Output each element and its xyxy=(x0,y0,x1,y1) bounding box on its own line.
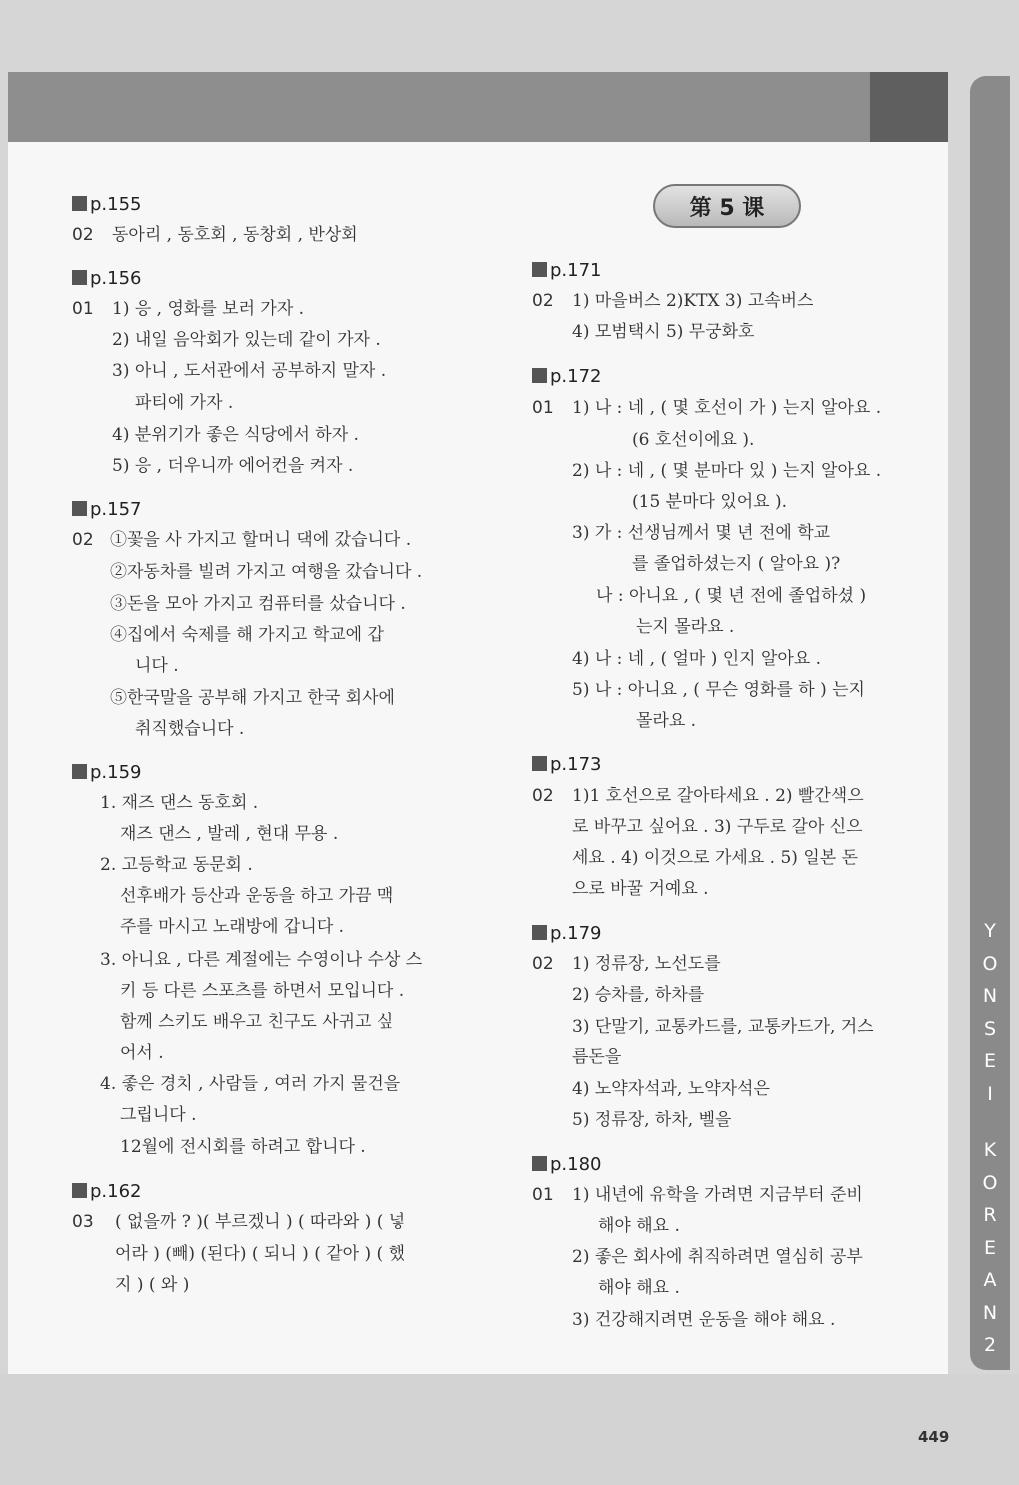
question-number: 02 xyxy=(532,954,554,974)
answer-line: 12월에 전시회를 하려고 합니다 . xyxy=(120,1137,366,1157)
answer-line: 키 등 다른 스포츠를 하면서 모입니다 . xyxy=(120,981,405,1001)
answer-line: 5) 나 : 아니요 , ( 무슨 영화를 하 ) 는지 xyxy=(572,680,865,700)
answer-line: (6 호선이에요 ). xyxy=(632,430,755,450)
lesson-badge: 第 5 课 xyxy=(653,184,801,228)
side-letter: E xyxy=(983,1050,996,1072)
answer-line: 4) 모범택시 5) 무궁화호 xyxy=(572,322,755,342)
answer-line: 1) 응 , 영화를 보러 가자 . xyxy=(112,299,305,319)
answer-line: 4) 나 : 네 , ( 얼마 ) 인지 알아요 . xyxy=(572,649,822,669)
answer-line: ①꽃을 사 가지고 할머니 댁에 갔습니다 . xyxy=(110,530,412,550)
side-letter: 2 xyxy=(983,1334,997,1356)
answer-line: 1) 정류장, 노선도를 xyxy=(572,954,721,974)
answer-line: 나 : 아니요 , ( 몇 년 전에 졸업하셨 ) xyxy=(596,586,867,606)
side-letter: K xyxy=(983,1139,997,1161)
answer-line: ⑤한국말을 공부해 가지고 한국 회사에 xyxy=(110,688,395,708)
answer-line: 재즈 댄스 , 발레 , 현대 무용 . xyxy=(120,824,339,844)
section-heading-p159 xyxy=(72,762,142,784)
section-heading-p179 xyxy=(532,923,602,945)
section-heading-p156 xyxy=(72,268,142,290)
square-bullet-icon xyxy=(72,1183,87,1198)
page-ref: p.180 xyxy=(550,1154,602,1175)
answer-line: ③돈을 모아 가지고 컴퓨터를 샀습니다 . xyxy=(110,594,406,614)
answer-line: 세요 . 4) 이것으로 가세요 . 5) 일본 돈 xyxy=(572,848,858,868)
answer-line: 1) 나 : 네 , ( 몇 호선이 가 ) 는지 알아요 . xyxy=(572,398,882,418)
question-number: 01 xyxy=(532,1185,554,1205)
answer-line: 3) 건강해지려면 운동을 해야 해요 . xyxy=(572,1310,836,1330)
square-bullet-icon xyxy=(72,270,87,285)
answer-line: 2. 고등학교 동문회 . xyxy=(100,855,253,875)
question-number: 01 xyxy=(72,299,94,319)
side-letter: S xyxy=(983,1017,997,1040)
answer-line: 5) 정류장, 하차, 벨을 xyxy=(572,1110,732,1130)
answer-line: 로 바꾸고 싶어요 . 3) 구두로 갈아 신으 xyxy=(572,817,863,837)
answer-line: 1) 내년에 유학을 가려면 지금부터 준비 xyxy=(572,1185,863,1205)
page-ref: p.171 xyxy=(550,260,602,281)
answer-line: 2) 승차를, 하차를 xyxy=(572,985,705,1005)
side-letter: O xyxy=(982,1171,998,1194)
answer-line: 2) 좋은 회사에 취직하려면 열심히 공부 xyxy=(572,1247,863,1267)
answer-line: 어서 . xyxy=(120,1043,164,1063)
section-heading-p173 xyxy=(532,754,602,776)
square-bullet-icon xyxy=(532,368,547,383)
square-bullet-icon xyxy=(532,756,547,771)
answer-line: 동아리 , 동호회 , 동창회 , 반상회 xyxy=(112,225,358,245)
side-letter: A xyxy=(983,1269,997,1291)
page-ref: p.157 xyxy=(90,499,142,520)
answer-line: (15 분마다 있어요 ). xyxy=(632,492,788,512)
footer-band xyxy=(0,1374,1019,1485)
square-bullet-icon xyxy=(72,501,87,516)
section-heading-p171 xyxy=(532,260,602,282)
answer-line: 3) 아니 , 도서관에서 공부하지 말자 . xyxy=(112,361,387,381)
answer-line: 해야 해요 . xyxy=(598,1278,680,1298)
answer-line: 으로 바꿀 거예요 . xyxy=(572,879,709,899)
square-bullet-icon xyxy=(72,196,87,211)
answer-line: 취직했습니다 . xyxy=(135,719,245,739)
side-letter: N xyxy=(982,985,998,1007)
side-letter: E xyxy=(983,1236,996,1259)
side-letter: Y xyxy=(984,920,996,942)
question-number: 01 xyxy=(532,398,554,418)
answer-line: 4) 노약자석과, 노약자석은 xyxy=(572,1079,770,1099)
answer-line: 4. 좋은 경치 , 사람들 , 여러 가지 물건을 xyxy=(100,1074,401,1094)
answer-line: 1. 재즈 댄스 동호회 . xyxy=(100,793,259,813)
answer-line: 함께 스키도 배우고 친구도 사귀고 싶 xyxy=(120,1012,394,1032)
answer-line: 파티에 가자 . xyxy=(135,393,234,413)
answer-line: 4) 분위기가 좋은 식당에서 하자 . xyxy=(112,425,359,445)
answer-line: 름돈을 xyxy=(572,1047,622,1067)
section-heading-p180 xyxy=(532,1154,602,1176)
header-band xyxy=(8,72,948,142)
answer-line: 3) 단말기, 교통카드를, 교통카드가, 거스 xyxy=(572,1017,874,1037)
header-accent-block xyxy=(870,72,948,142)
page-ref: p.173 xyxy=(550,754,602,775)
square-bullet-icon xyxy=(532,262,547,277)
answer-line: 2) 나 : 네 , ( 몇 분마다 있 ) 는지 알아요 . xyxy=(572,461,882,481)
page-ref: p.172 xyxy=(550,366,602,387)
page-ref: p.162 xyxy=(90,1181,142,1202)
question-number: 02 xyxy=(72,530,94,550)
answer-line: 는지 몰라요 . xyxy=(636,617,735,637)
answer-line: ( 없을까 ? )( 부르겠니 ) ( 따라와 ) ( 넣 xyxy=(115,1212,406,1232)
side-letter: N xyxy=(982,1301,998,1324)
answer-line: 1) 마을버스 2)KTX 3) 고속버스 xyxy=(572,291,814,311)
square-bullet-icon xyxy=(532,925,547,940)
side-letter: I xyxy=(987,1082,993,1105)
answer-line: ④집에서 숙제를 해 가지고 학교에 갑 xyxy=(110,625,384,645)
answer-line: 를 졸업하셨는지 ( 알아요 )? xyxy=(632,554,841,574)
section-heading-p157 xyxy=(72,499,142,521)
answer-line: ②자동차를 빌려 가지고 여행을 갔습니다 . xyxy=(110,562,423,582)
section-heading-p162 xyxy=(72,1181,142,1203)
page-ref: p.156 xyxy=(90,268,142,289)
page-number: 449 xyxy=(918,1428,950,1446)
square-bullet-icon xyxy=(72,764,87,779)
question-number: 02 xyxy=(72,225,94,245)
question-number: 02 xyxy=(532,291,554,311)
answer-line: 지 ) ( 와 ) xyxy=(115,1275,190,1295)
answer-line: 그립니다 . xyxy=(120,1105,197,1125)
answer-line: 3) 가 : 선생님께서 몇 년 전에 학교 xyxy=(572,523,831,543)
answer-line: 선후배가 등산과 운동을 하고 가끔 맥 xyxy=(120,886,394,906)
answer-line: 니다 . xyxy=(135,656,179,676)
answer-line: 2) 내일 음악회가 있는데 같이 가자 . xyxy=(112,330,381,350)
answer-line: 어라 ) (빼) (된다) ( 되니 ) ( 같아 ) ( 했 xyxy=(115,1244,405,1264)
answer-line: 몰라요 . xyxy=(636,711,697,731)
page-ref: p.159 xyxy=(90,762,142,783)
page-ref: p.155 xyxy=(90,194,142,215)
square-bullet-icon xyxy=(532,1156,547,1171)
answer-line: 주를 마시고 노래방에 갑니다 . xyxy=(120,917,345,937)
side-letter: O xyxy=(982,952,998,975)
answer-line: 1)1 호선으로 갈아타세요 . 2) 빨간색으 xyxy=(572,786,864,806)
question-number: 02 xyxy=(532,786,554,806)
side-label xyxy=(970,915,1010,1362)
side-letter: R xyxy=(983,1204,997,1226)
page-ref: p.179 xyxy=(550,923,602,944)
question-number: 03 xyxy=(72,1212,94,1232)
answer-line: 3. 아니요 , 다른 계절에는 수영이나 수상 스 xyxy=(100,950,423,970)
answer-line: 해야 해요 . xyxy=(598,1216,680,1236)
section-heading-p155 xyxy=(72,194,142,216)
answer-line: 5) 응 , 더우니까 에어컨을 켜자 . xyxy=(112,456,354,476)
section-heading-p172 xyxy=(532,366,602,388)
